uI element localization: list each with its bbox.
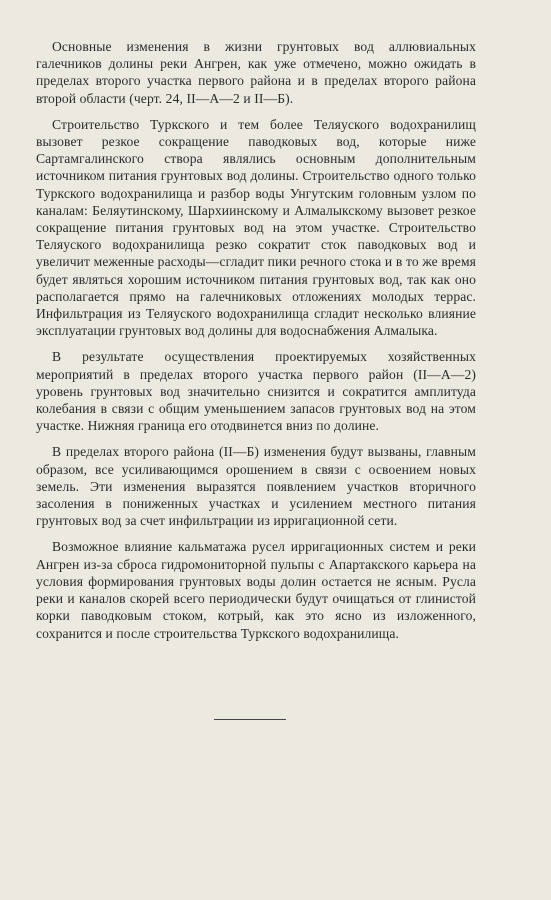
body-text bbox=[36, 38, 476, 651]
paragraph-4: В пределах второго района (II—Б) изменения будут вызваны, главным образом, все усиливающимся орошением в связи с освоением новых земель. Эти изменения выразятся появлением участков вторичного засоления в пониженных участках и усилением местного питания грунтовых вод за счет инфильтрации из ирригационной сети. bbox=[36, 444, 476, 529]
end-rule bbox=[214, 719, 286, 720]
paragraph-1: Основные изменения в жизни грунтовых вод аллювиальных галечников долины реки Ангрен, как уже отмечено, можно ожидать в пределах второго участка первого района и в пределах второго района второй области (черт. 24, II—А—2 и II—Б). bbox=[36, 39, 476, 106]
paragraph-2: Строительство Туркского и тем более Теляуского водохранилищ вызовет резкое сокращение паводковых вод, которые ниже Сартамгалинского створа являлись основным дополнительным источником питания грунтовых вод долины. Строительство одного только Туркского водохранилища и разбор воды Унгутским головным узлом по каналам: Беляутинскому, Шархиинскому и Алмалыкскому вызовет резкое сокращение питания грунтовых вод на этом участке. Строительство Теляуского водохранилища резко сократит сток паводковых вод и увеличит меженные расходы—сгладит пики речного стока и в то же время будет являться хорошим источником питания грунтовых вод, так как оно располагается прямо на галечниковых отложениях молодых террас. Инфильтрация из Теляуского водохранилища сгладит несколько влияние эксплуатации грунтовых вод долины для водоснабжения Алмалыка. bbox=[36, 116, 476, 339]
paragraph-3: В результате осуществления проектируемых хозяйственных мероприятий в пределах второго участка первого район (II—А—2) уровень грунтовых вод значительно снизится и сократится амплитуда колебания в связи с общим уменьшением запасов грунтовых вод на этом участке. Нижняя граница его отодвинется вниз по долине. bbox=[36, 349, 476, 434]
paragraph-5: Возможное влияние кальматажа русел ирригационных систем и реки Ангрен из-за сброса гидромониторной пульпы с Апартакского карьера на условия формирования грунтовых воды долин остается не ясным. Русла реки и каналов скорей всего периодически будут очищаться от глинистой корки паводковым стоком, котрый, как это ясно из изложенного, сохранится и после строительства Туркского водохранилища. bbox=[36, 539, 476, 641]
